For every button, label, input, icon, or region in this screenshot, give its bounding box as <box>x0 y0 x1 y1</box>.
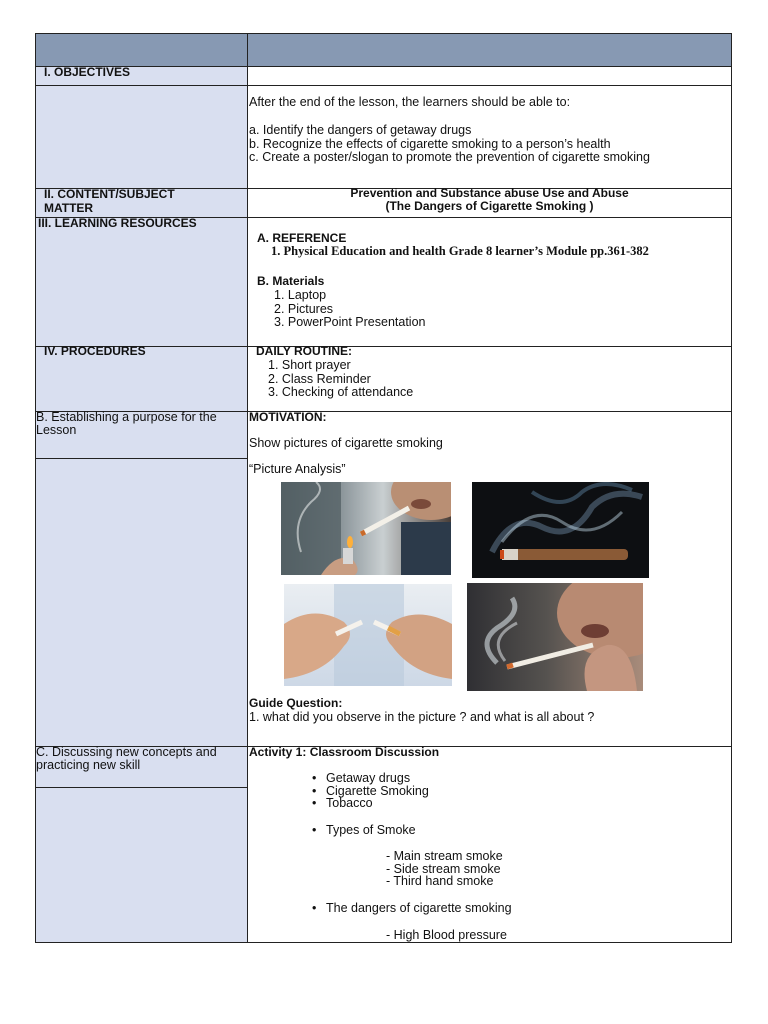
smoking-photo-breaking <box>284 584 452 686</box>
list-item: - Side stream smoke <box>386 861 501 876</box>
daily-routine-list <box>268 359 413 400</box>
motivation-row <box>35 412 732 747</box>
procedures-row <box>35 344 732 412</box>
objective-item: c. Create a poster/slogan to promote the prevention of cigarette smoking <box>249 150 650 164</box>
objective-item: a. Identify the dangers of getaway drugs <box>249 123 472 137</box>
routine-item: 1. Short prayer <box>268 358 351 372</box>
types-of-smoke-item: • Types of Smoke <box>312 823 416 837</box>
content-title: Prevention and Substance abuse Use and Abuse <box>350 186 629 200</box>
motivation-text: Show pictures of cigarette smoking <box>249 436 443 450</box>
header-left-cell <box>36 34 248 66</box>
objectives-heading: I. OBJECTIVES <box>44 65 131 79</box>
material-item: 2. Pictures <box>274 301 334 316</box>
burning-cigarette-image <box>472 482 649 578</box>
list-item: • Getaway drugs <box>312 771 411 785</box>
objectives-intro: After the end of the lesson, the learners should be able to: <box>249 95 571 109</box>
left-cell-divider <box>36 458 247 459</box>
reference-item: 1. Physical Education and health Grade 8 learner’s Module pp.361-382 <box>271 244 649 258</box>
guide-question-label: Guide Question: <box>249 696 343 710</box>
objectives-label-row <box>35 67 732 86</box>
materials-list <box>274 289 425 330</box>
content-title-block <box>248 187 731 213</box>
table-header-row <box>35 33 732 67</box>
breaking-cigarette-image <box>284 584 452 686</box>
guide-question-text: 1. what did you observe in the picture ? and what is all about ? <box>249 710 595 724</box>
resources-heading: III. LEARNING RESOURCES <box>38 216 197 230</box>
lesson-plan-table <box>35 33 732 943</box>
resources-row <box>35 218 732 347</box>
dangers-item: • The dangers of cigarette smoking <box>312 901 512 915</box>
smoking-photo-lighter <box>281 482 451 575</box>
routine-item: 3. Checking of attendance <box>268 385 414 399</box>
procedures-heading: IV. PROCEDURES <box>44 344 146 358</box>
establishing-heading: B. Establishing a purpose for the Lesson <box>36 410 217 437</box>
header-right-cell <box>248 34 731 66</box>
daily-routine-label: DAILY ROUTINE: <box>256 344 353 358</box>
material-item: 3. PowerPoint Presentation <box>274 315 426 329</box>
content-heading: II. CONTENT/SUBJECT MATTER <box>44 187 175 215</box>
motivation-label: MOTIVATION: <box>249 410 327 424</box>
content-row <box>35 186 732 218</box>
smoke-types-list <box>386 850 503 888</box>
list-item: - Main stream smoke <box>386 849 503 863</box>
discussion-row <box>35 747 732 943</box>
smoking-photo-burning <box>472 482 649 578</box>
man-smoking-image <box>467 583 643 691</box>
list-item: • Cigarette Smoking <box>312 783 429 798</box>
list-item: - Third hand smoke <box>386 874 494 888</box>
reference-label: A. REFERENCE <box>257 231 347 245</box>
lighting-cigarette-image <box>281 482 451 575</box>
materials-label: B. Materials <box>257 274 325 288</box>
list-item: - High Blood pressure <box>386 928 507 942</box>
objective-item: b. Recognize the effects of cigarette smoking to a person’s health <box>249 136 611 151</box>
content-subtitle: (The Dangers of Cigarette Smoking ) <box>385 199 594 213</box>
topic-list <box>312 772 429 810</box>
picture-analysis-label: “Picture Analysis” <box>249 462 346 476</box>
routine-item: 2. Class Reminder <box>268 371 371 386</box>
objectives-list <box>249 124 650 165</box>
left-cell-divider <box>36 787 247 788</box>
objectives-row <box>35 86 732 189</box>
activity-title: Activity 1: Classroom Discussion <box>249 745 440 759</box>
list-item: • Tobacco <box>312 796 373 810</box>
material-item: 1. Laptop <box>274 288 327 302</box>
smoking-photo-closeup <box>467 583 643 691</box>
discussing-heading: C. Discussing new concepts and practicing new skill <box>36 745 217 772</box>
